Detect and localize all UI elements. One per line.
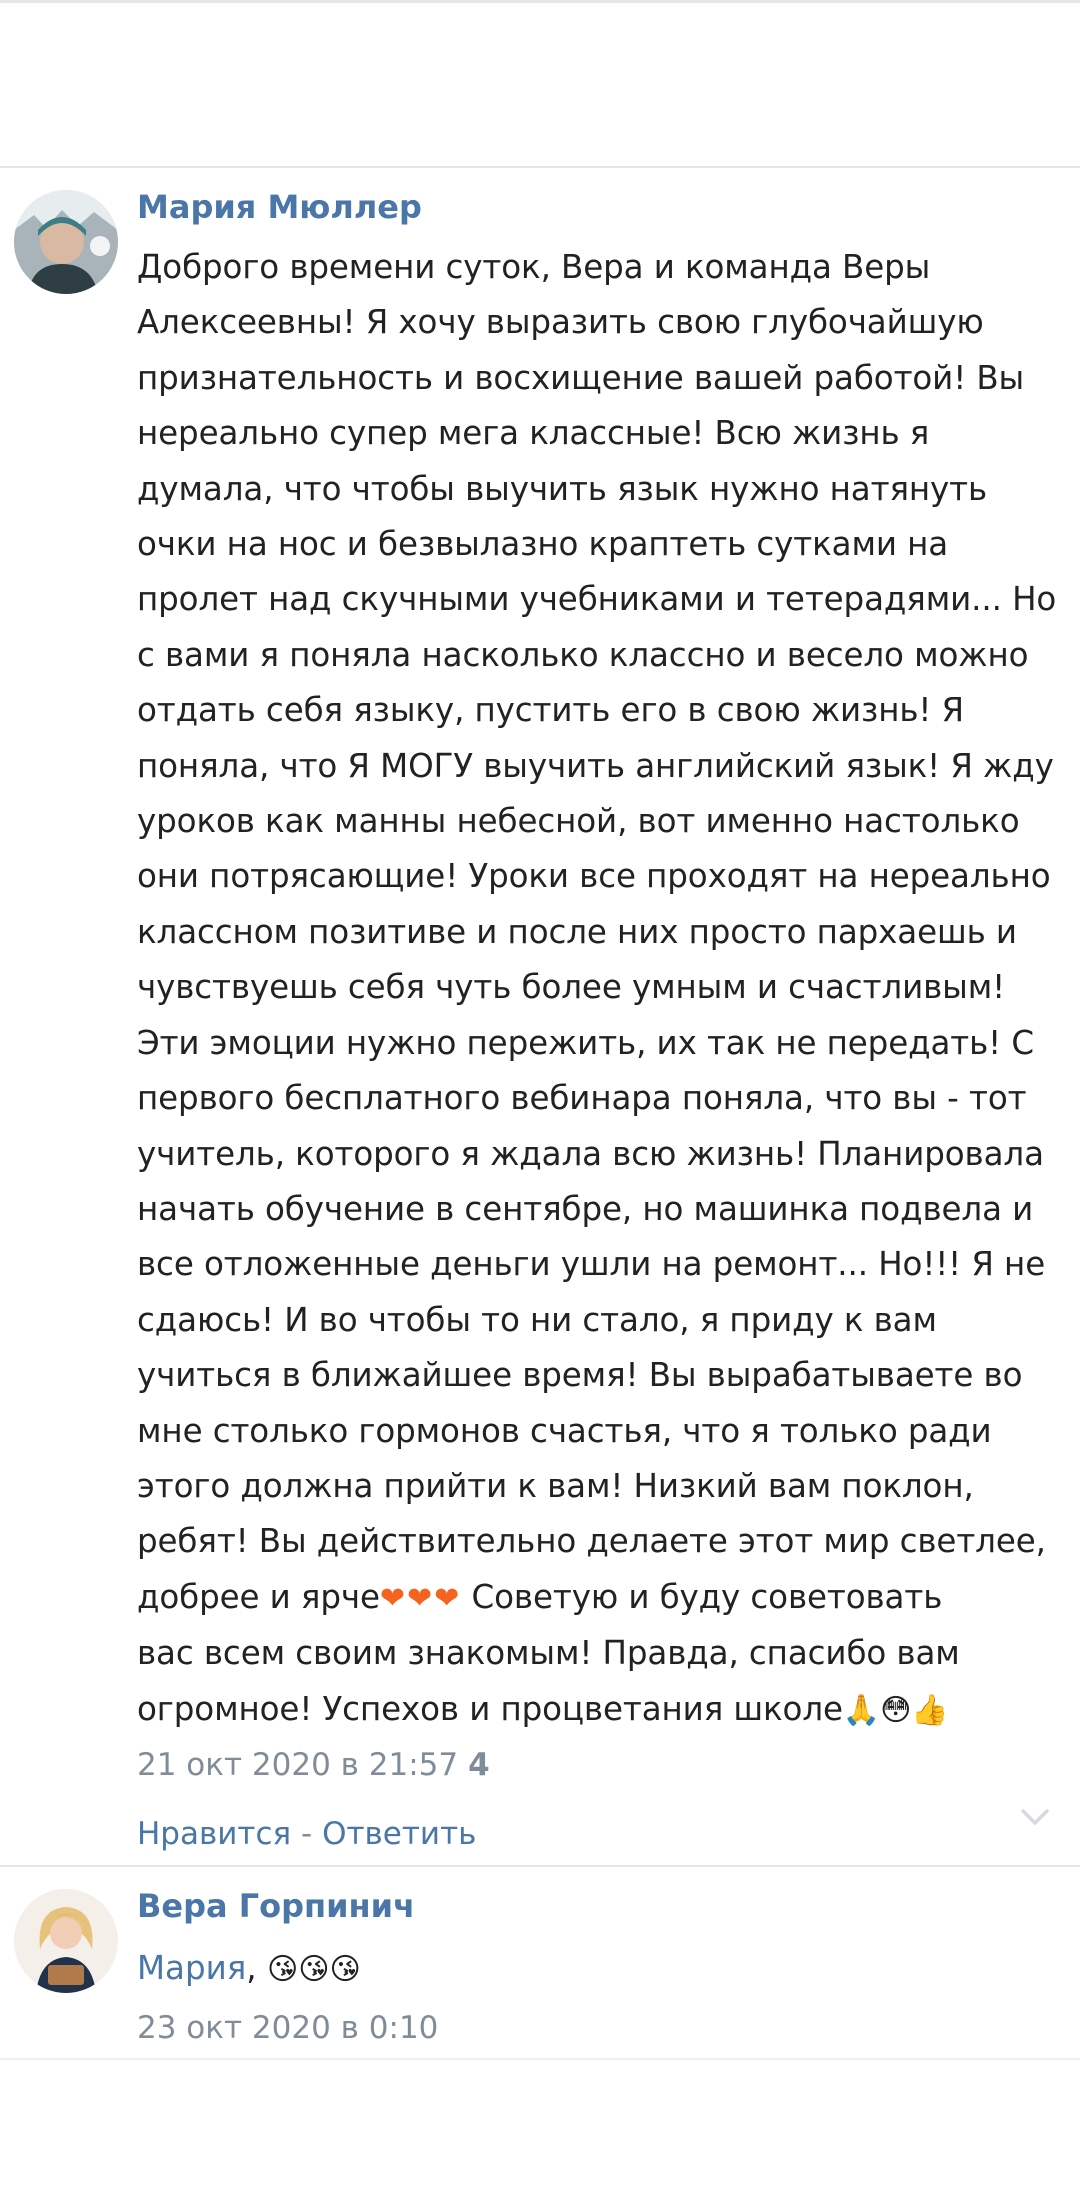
likes-count: 4 <box>468 1746 490 1783</box>
comment-item <box>0 168 1080 1867</box>
comment-meta <box>137 2006 1077 2050</box>
user-photo-icon <box>14 1889 118 1993</box>
comment-text <box>137 1946 1077 1992</box>
comment-text-main: Доброго времени суток, Вера и команда Веры Алексеевны! Я хочу выразить свою глубочайшую признательность и восхищение вашей работой! Вы нереально супер мега классные! Всю жизнь я думала, что чтобы выучить язык нужно натянуть очки на нос и безвылазно краптеть сутками на пролет над скучными учебниками и тетерадями... Но с вами я поняла насколько классно и весело можно отдать себя языку, пустить его в свою жизнь! Я поняла, что Я МОГУ выучить английский язык! Я жду уроков как манны небесной, вот именно настолько они потрясающие! Уроки все проходят на нереально классном позитиве и после них просто пархаешь и чувствуешь себя чуть более умным и счастливым! Эти эмоции нужно пережить, их так не передать! С первого бесплатного вебинара поняла, что вы - тот учитель, которого я ждала всю жизнь! Планировала начать обучение в сентябре, но машинка подвела и все отложенные деньги ушли на ремонт... Но!!! Я не сдаюсь! И во чтобы то ни стало, я приду к вам учиться в ближайшее время! Вы вырабатываете во мне столько гормонов счастья, что я только ради этого должна прийти к вам! Низкий вам поклон, ребят! Вы действительно делаете этот мир светлее, добрее и ярче <box>137 248 1057 1616</box>
mention-link[interactable]: Мария <box>137 1949 247 1987</box>
comment-meta <box>137 1743 1077 1787</box>
chevron-down-icon[interactable] <box>1020 1806 1050 1828</box>
hearts-emoji: ❤❤❤ <box>379 1580 462 1616</box>
actions-separator: - <box>291 1815 323 1852</box>
comment-author[interactable]: Вера Горпинич <box>137 1887 416 1925</box>
comment-text <box>137 240 1077 1738</box>
user-photo-icon <box>14 190 118 294</box>
reply-link[interactable]: Ответить <box>322 1815 477 1852</box>
comment-item <box>0 1867 1080 2060</box>
reply-punct: , <box>246 1949 267 1987</box>
avatar[interactable] <box>14 190 118 294</box>
comment-text-continued: Советую и буду советовать вас всем своим знакомым! Правда, спасибо вам огромное! Успехов и процветания школе <box>137 1577 960 1728</box>
comment-date[interactable]: 23 окт 2020 в 0:10 <box>137 2010 439 2046</box>
top-empty-area <box>0 0 1080 168</box>
comment-date[interactable]: 21 окт 2020 в 21:57 <box>137 1746 459 1783</box>
end-emoji: 🙏😳👍 <box>842 1692 949 1728</box>
comment-author[interactable]: Мария Мюллер <box>137 188 422 226</box>
comment-actions <box>137 1812 1077 1856</box>
kiss-emoji: 😘😘😘 <box>266 1952 361 1987</box>
like-link[interactable]: Нравится <box>137 1815 292 1852</box>
avatar[interactable] <box>14 1889 118 1993</box>
